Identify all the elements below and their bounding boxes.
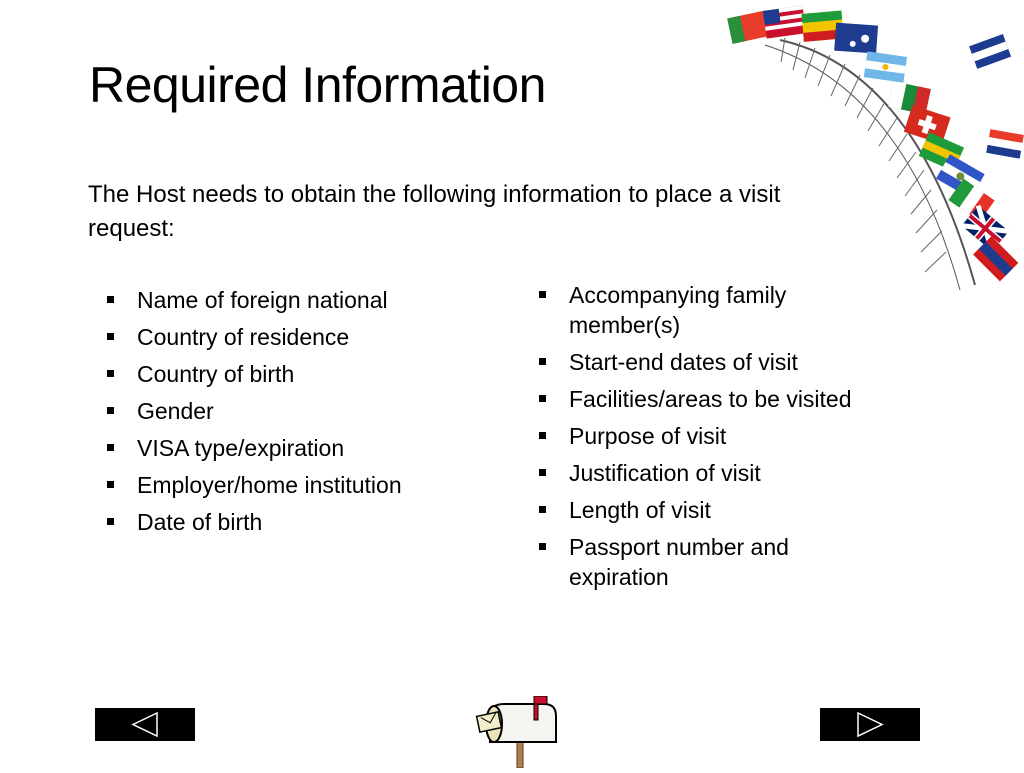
list-item: Employer/home institution — [104, 470, 484, 500]
triangle-right-icon — [820, 708, 920, 741]
right-bullet-list — [536, 280, 866, 599]
list-item: Accompanying family member(s) — [536, 280, 866, 340]
slide-title: Required Information — [89, 57, 546, 113]
list-item: Length of visit — [536, 495, 866, 525]
home-button[interactable] — [474, 696, 560, 768]
list-item: Name of foreign national — [104, 285, 484, 315]
intro-text: The Host needs to obtain the following information to place a visit request: — [88, 181, 781, 242]
list-item: Country of residence — [104, 322, 484, 352]
next-button[interactable] — [820, 708, 920, 741]
previous-button[interactable] — [95, 708, 195, 741]
world-flags-icon — [725, 0, 1024, 300]
list-item: Country of birth — [104, 359, 484, 389]
left-bullet-list — [104, 285, 484, 544]
list-item: Gender — [104, 396, 484, 426]
list-item: Purpose of visit — [536, 421, 866, 451]
list-item: Start-end dates of visit — [536, 347, 866, 377]
list-item: VISA type/expiration — [104, 433, 484, 463]
list-item: Justification of visit — [536, 458, 866, 488]
list-item: Date of birth — [104, 507, 484, 537]
mailbox-icon — [474, 696, 560, 768]
triangle-left-icon — [95, 708, 195, 741]
list-item: Facilities/areas to be visited — [536, 384, 866, 414]
list-item: Passport number and expiration — [536, 532, 866, 592]
